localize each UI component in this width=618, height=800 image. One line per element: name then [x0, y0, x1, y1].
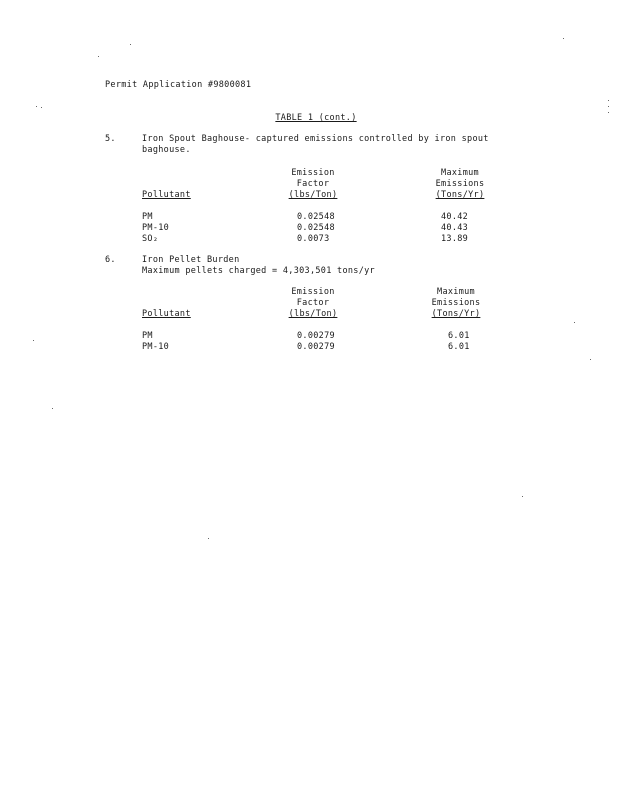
s5-emission-header-3: (lbs/Ton)	[288, 190, 338, 200]
s6-emission-header-2: Factor	[296, 298, 330, 308]
s6-row-factor: 0.00279	[297, 331, 335, 341]
table-title: TABLE 1 (cont.)	[275, 113, 357, 123]
s5-row-factor: 0.0073	[297, 234, 330, 244]
s6-row-pollutant: PM	[142, 331, 153, 341]
s5-max-header-1: Maximum	[441, 168, 479, 178]
s5-row-pollutant: PM-10	[142, 223, 170, 233]
scan-speck	[574, 322, 575, 323]
s6-row-pollutant: PM-10	[142, 342, 170, 352]
scan-speck	[41, 107, 42, 108]
s5-max-header-2: Emissions	[435, 179, 485, 189]
s5-row-pollutant: SO₂	[142, 234, 159, 244]
s5-max-header-3: (Tons/Yr)	[435, 190, 485, 200]
s6-row-factor: 0.00279	[297, 342, 335, 352]
s5-pollutant-header: Pollutant	[142, 190, 191, 200]
s6-max-header-1: Maximum	[437, 287, 475, 297]
s6-row-max: 6.01	[448, 331, 470, 341]
scan-speck	[608, 112, 609, 113]
scan-speck	[98, 56, 99, 57]
s6-max-header-3: (Tons/Yr)	[431, 309, 481, 319]
section-6-title: Iron Pellet Burden	[142, 255, 240, 265]
section-6-number: 6.	[105, 255, 116, 265]
scan-speck	[52, 408, 53, 409]
section-5-title: Iron Spout Baghouse- captured emissions controlled by iron spout	[142, 134, 489, 144]
scan-speck	[33, 340, 34, 341]
s6-row-max: 6.01	[448, 342, 470, 352]
s5-row-factor: 0.02548	[297, 212, 335, 222]
s5-emission-header-1: Emission	[291, 168, 335, 178]
section-5-title-cont: baghouse.	[142, 145, 191, 155]
s6-max-header-2: Emissions	[431, 298, 481, 308]
scan-speck	[608, 100, 609, 101]
scan-speck	[36, 106, 37, 107]
scan-speck	[130, 44, 131, 45]
s5-row-factor: 0.02548	[297, 223, 335, 233]
scan-speck	[563, 38, 564, 39]
scan-speck	[608, 106, 609, 107]
scan-speck	[590, 359, 591, 360]
s5-emission-header-2: Factor	[296, 179, 330, 189]
permit-header: Permit Application #9800081	[105, 80, 252, 90]
section-5-number: 5.	[105, 134, 116, 144]
section-6-subtitle: Maximum pellets charged = 4,303,501 tons/yr	[142, 266, 375, 276]
s5-row-pollutant: PM	[142, 212, 153, 222]
s6-emission-header-3: (lbs/Ton)	[288, 309, 338, 319]
s6-emission-header-1: Emission	[291, 287, 335, 297]
scan-speck	[522, 496, 523, 497]
s5-row-max: 13.89	[441, 234, 469, 244]
s6-pollutant-header: Pollutant	[142, 309, 191, 319]
s5-row-max: 40.43	[441, 223, 469, 233]
s5-row-max: 40.42	[441, 212, 469, 222]
scan-speck	[208, 538, 209, 539]
